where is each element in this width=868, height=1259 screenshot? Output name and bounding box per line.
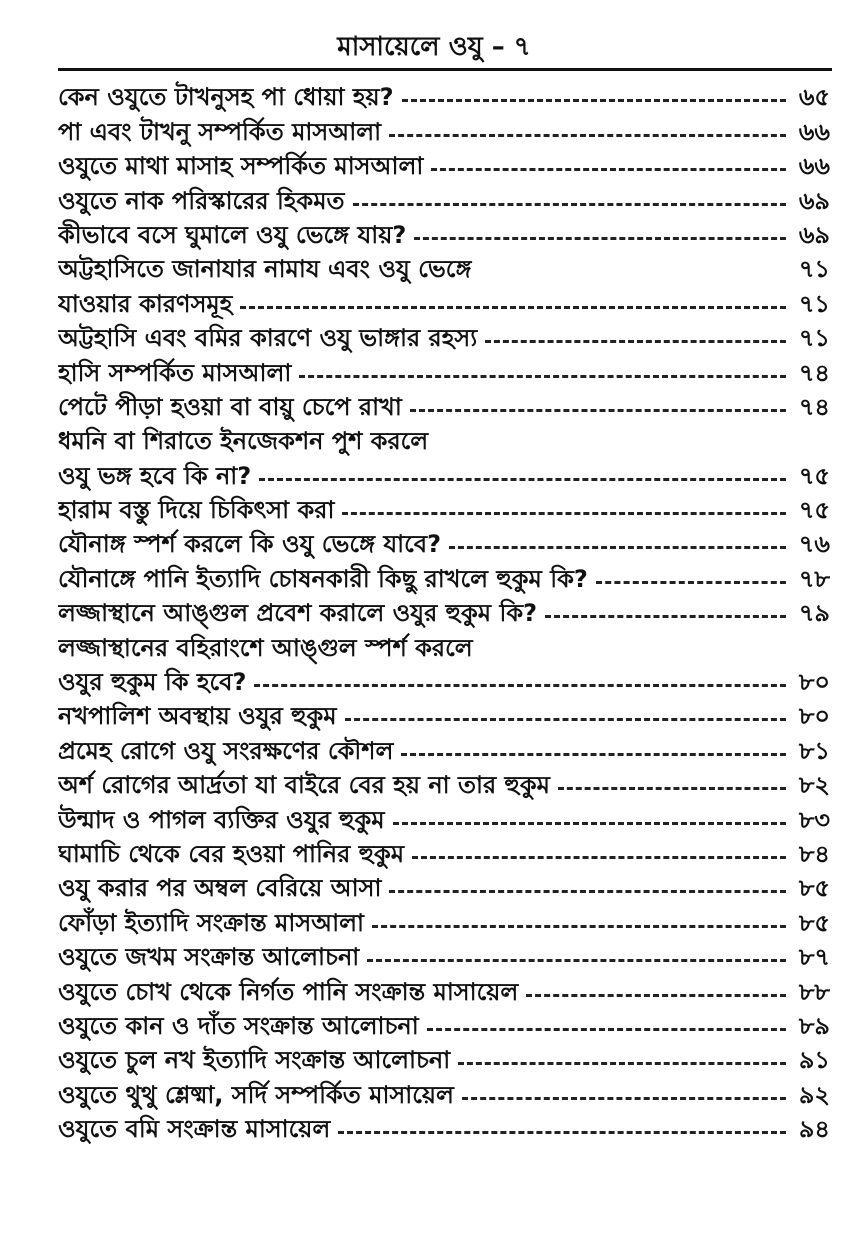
toc-entry-title: অট্টহাসিতে জানাযার নামায এবং ওযু ভেঙ্গে xyxy=(58,255,472,284)
toc-entry-page: ৬৫ xyxy=(798,83,830,112)
toc-entry-page: ৮৫ xyxy=(798,874,830,903)
toc-dot-leader xyxy=(458,1062,786,1065)
toc-entry-title: যৌনাঙ্গে পানি ইত্যাদি চোষনকারী কিছু রাখলে হুকুম কি? xyxy=(58,564,588,593)
toc-dot-leader xyxy=(393,822,786,825)
toc-entry xyxy=(58,321,830,355)
toc-dot-leader xyxy=(427,1028,786,1031)
toc-dot-leader xyxy=(259,478,786,481)
toc-dot-leader xyxy=(338,1131,786,1134)
toc-entry xyxy=(58,596,830,630)
toc-dot-leader xyxy=(462,1097,786,1100)
toc-entry xyxy=(58,493,830,527)
toc-entry xyxy=(58,905,830,939)
toc-entry xyxy=(58,527,830,561)
toc-dot-leader xyxy=(545,615,786,618)
toc-entry xyxy=(58,561,830,595)
toc-entry-page: ৬৯ xyxy=(798,186,830,215)
toc-entry-page: ৭১ xyxy=(798,289,830,318)
toc-entry-title: ওযুতে কান ও দাঁত সংক্রান্ত আলোচনা xyxy=(58,1011,419,1040)
toc-entry-page: ৮৭ xyxy=(798,943,830,972)
header-rule xyxy=(58,68,832,71)
toc-entry xyxy=(58,286,830,320)
toc-entry xyxy=(58,218,830,252)
toc-entry-title: ওযুতে মাথা মাসাহ সম্পর্কিত মাসআলা xyxy=(58,152,424,181)
toc-entry xyxy=(58,1112,830,1146)
toc-dot-leader xyxy=(431,168,786,171)
toc-dot-leader xyxy=(345,718,786,721)
toc-entry-page: ৮৩ xyxy=(798,805,830,834)
toc-entry xyxy=(58,733,830,767)
toc-entry-page: ৮১ xyxy=(798,736,830,765)
toc-entry-page: ৭১ xyxy=(798,324,830,353)
toc-entry-title: ফোঁড়া ইত্যাদি সংক্রান্ত মাসআলা xyxy=(58,908,365,937)
toc-entry-page: ৭৬ xyxy=(798,530,830,559)
toc-entry-page: ৬৯ xyxy=(798,220,830,249)
toc-entry xyxy=(58,1077,830,1111)
toc-entry-page: ৮৪ xyxy=(798,839,830,868)
toc-dot-leader xyxy=(401,753,786,756)
toc-entry xyxy=(58,1043,830,1077)
toc-entry xyxy=(58,768,830,802)
toc-entry xyxy=(58,1009,830,1043)
toc-entry-page: ৯৪ xyxy=(798,1115,830,1144)
toc-entry-title: ওযুতে থুথু শ্লেষ্মা, সর্দি সম্পর্কিত মাসায়েল xyxy=(58,1080,454,1109)
toc-dot-leader xyxy=(402,99,786,102)
toc-entry-title: নখপালিশ অবস্থায় ওযুর হুকুম xyxy=(58,702,337,731)
toc-entry-title: হাসি সম্পর্কিত মাসআলা xyxy=(58,358,292,387)
toc-entry xyxy=(58,974,830,1008)
toc-dot-leader xyxy=(596,581,786,584)
toc-entry-title: অর্শ রোগের আর্দ্রতা যা বাইরে বের হয় না তার হুকুম xyxy=(58,771,550,800)
toc-entry xyxy=(58,80,830,114)
running-header: মাসায়েলে ওযু – ৭ xyxy=(337,32,531,62)
toc-entry-title: ওযুতে চোখ থেকে নির্গত পানি সংক্রান্ত মাসায়েল xyxy=(58,977,519,1006)
toc-entry-page: ৭৫ xyxy=(798,496,830,525)
toc-entry-page: ৮৯ xyxy=(798,1011,830,1040)
toc-entry-page: ৭৪ xyxy=(798,358,830,387)
toc-entry xyxy=(58,355,830,389)
toc-entry-title: যৌনাঙ্গ স্পর্শ করলে কি ওযু ভেঙ্গে যাবে? xyxy=(58,530,442,559)
toc-entry-page: ৬৬ xyxy=(798,152,830,181)
toc-entry-title: ঘামাচি থেকে বের হওয়া পানির হুকুম xyxy=(58,839,405,868)
toc-entry-title: পা এবং টাখনু সম্পর্কিত মাসআলা xyxy=(58,117,382,146)
toc-dot-leader xyxy=(353,203,786,206)
toc-entry-title: লজ্জাস্থানে আঙ্গুল প্রবেশ করালে ওযুর হুকুম কি? xyxy=(58,599,538,628)
toc-entry-page: ৮০ xyxy=(798,668,830,697)
toc-entry-title: ধমনি বা শিরাতে ইনজেকশন পুশ করলে xyxy=(58,427,429,456)
toc-entry-title: ওযু ভঙ্গ হবে কি না? xyxy=(58,461,252,490)
toc-entry-title: ওযুতে নাক পরিস্কারের হিকমত xyxy=(58,186,345,215)
toc-dot-leader xyxy=(254,684,786,687)
toc-entry xyxy=(58,252,830,286)
toc-entry xyxy=(58,114,830,148)
toc-dot-leader xyxy=(410,409,786,412)
toc-entry xyxy=(58,837,830,871)
toc-entry-page: ৯১ xyxy=(798,1046,830,1075)
toc-entry-title: হারাম বস্তু দিয়ে চিকিৎসা করা xyxy=(58,496,335,525)
table-of-contents xyxy=(58,80,830,1146)
toc-dot-leader xyxy=(389,890,786,893)
toc-dot-leader xyxy=(414,237,786,240)
toc-entry-page: ৮৫ xyxy=(798,908,830,937)
toc-entry xyxy=(58,183,830,217)
toc-entry-title: ওযুতে চুল নখ ইত্যাদি সংক্রান্ত আলোচনা xyxy=(58,1046,451,1075)
toc-entry-title: প্রমেহ রোগে ওযু সংরক্ষণের কৌশল xyxy=(58,736,394,765)
toc-entry-title: ওযুতে জখম সংক্রান্ত আলোচনা xyxy=(58,943,360,972)
toc-entry-page: ৭৪ xyxy=(798,392,830,421)
toc-entry-title: লজ্জাস্থানের বহিরাংশে আঙ্গুল স্পর্শ করলে xyxy=(58,633,473,662)
toc-entry-title: ওযু করার পর অম্বল বেরিয়ে আসা xyxy=(58,874,382,903)
toc-dot-leader xyxy=(412,856,786,859)
toc-dot-leader xyxy=(372,925,786,928)
toc-entry-page: ৮০ xyxy=(798,702,830,731)
toc-entry-title: ওযুতে বমি সংক্রান্ত মাসায়েল xyxy=(58,1115,331,1144)
toc-entry xyxy=(58,940,830,974)
toc-entry-page: ৬৬ xyxy=(798,117,830,146)
toc-entry-title: ওযুর হুকুম কি হবে? xyxy=(58,668,247,697)
toc-entry xyxy=(58,802,830,836)
toc-entry-page: ৮৮ xyxy=(798,977,830,1006)
toc-dot-leader xyxy=(389,134,786,137)
toc-dot-leader xyxy=(526,994,786,997)
toc-entry xyxy=(58,871,830,905)
toc-entry-title: পেটে পীড়া হওয়া বা বায়ু চেপে রাখা xyxy=(58,392,402,421)
toc-entry-title: কীভাবে বসে ঘুমালে ওযু ভেঙ্গে যায়? xyxy=(58,220,407,249)
toc-entry xyxy=(58,390,830,424)
toc-entry-title: অট্টহাসি এবং বমির কারণে ওযু ভাঙ্গার রহস্য xyxy=(58,324,478,353)
toc-entry-page: ৮২ xyxy=(798,771,830,800)
toc-entry-title: উন্মাদ ও পাগল ব্যক্তির ওযুর হুকুম xyxy=(58,805,385,834)
toc-entry xyxy=(58,699,830,733)
toc-entry-page: ৭৫ xyxy=(798,461,830,490)
toc-dot-leader xyxy=(485,340,786,343)
toc-dot-leader xyxy=(299,375,786,378)
toc-dot-leader xyxy=(449,546,786,549)
toc-entry xyxy=(58,458,830,492)
toc-dot-leader xyxy=(558,787,786,790)
toc-entry xyxy=(58,149,830,183)
toc-entry xyxy=(58,424,830,458)
toc-entry-page: ৭৯ xyxy=(798,599,830,628)
toc-dot-leader xyxy=(342,512,786,515)
toc-entry-page: ৭৮ xyxy=(798,564,830,593)
toc-dot-leader xyxy=(240,306,786,309)
toc-entry-title: কেন ওযুতে টাখনুসহ পা ধোয়া হয়? xyxy=(58,83,394,112)
toc-dot-leader xyxy=(367,959,786,962)
toc-entry xyxy=(58,665,830,699)
toc-entry-title: যাওয়ার কারণসমূহ xyxy=(58,289,233,318)
toc-entry-page: ৯২ xyxy=(798,1080,830,1109)
toc-entry-page: ৭১ xyxy=(798,255,830,284)
toc-entry xyxy=(58,630,830,664)
